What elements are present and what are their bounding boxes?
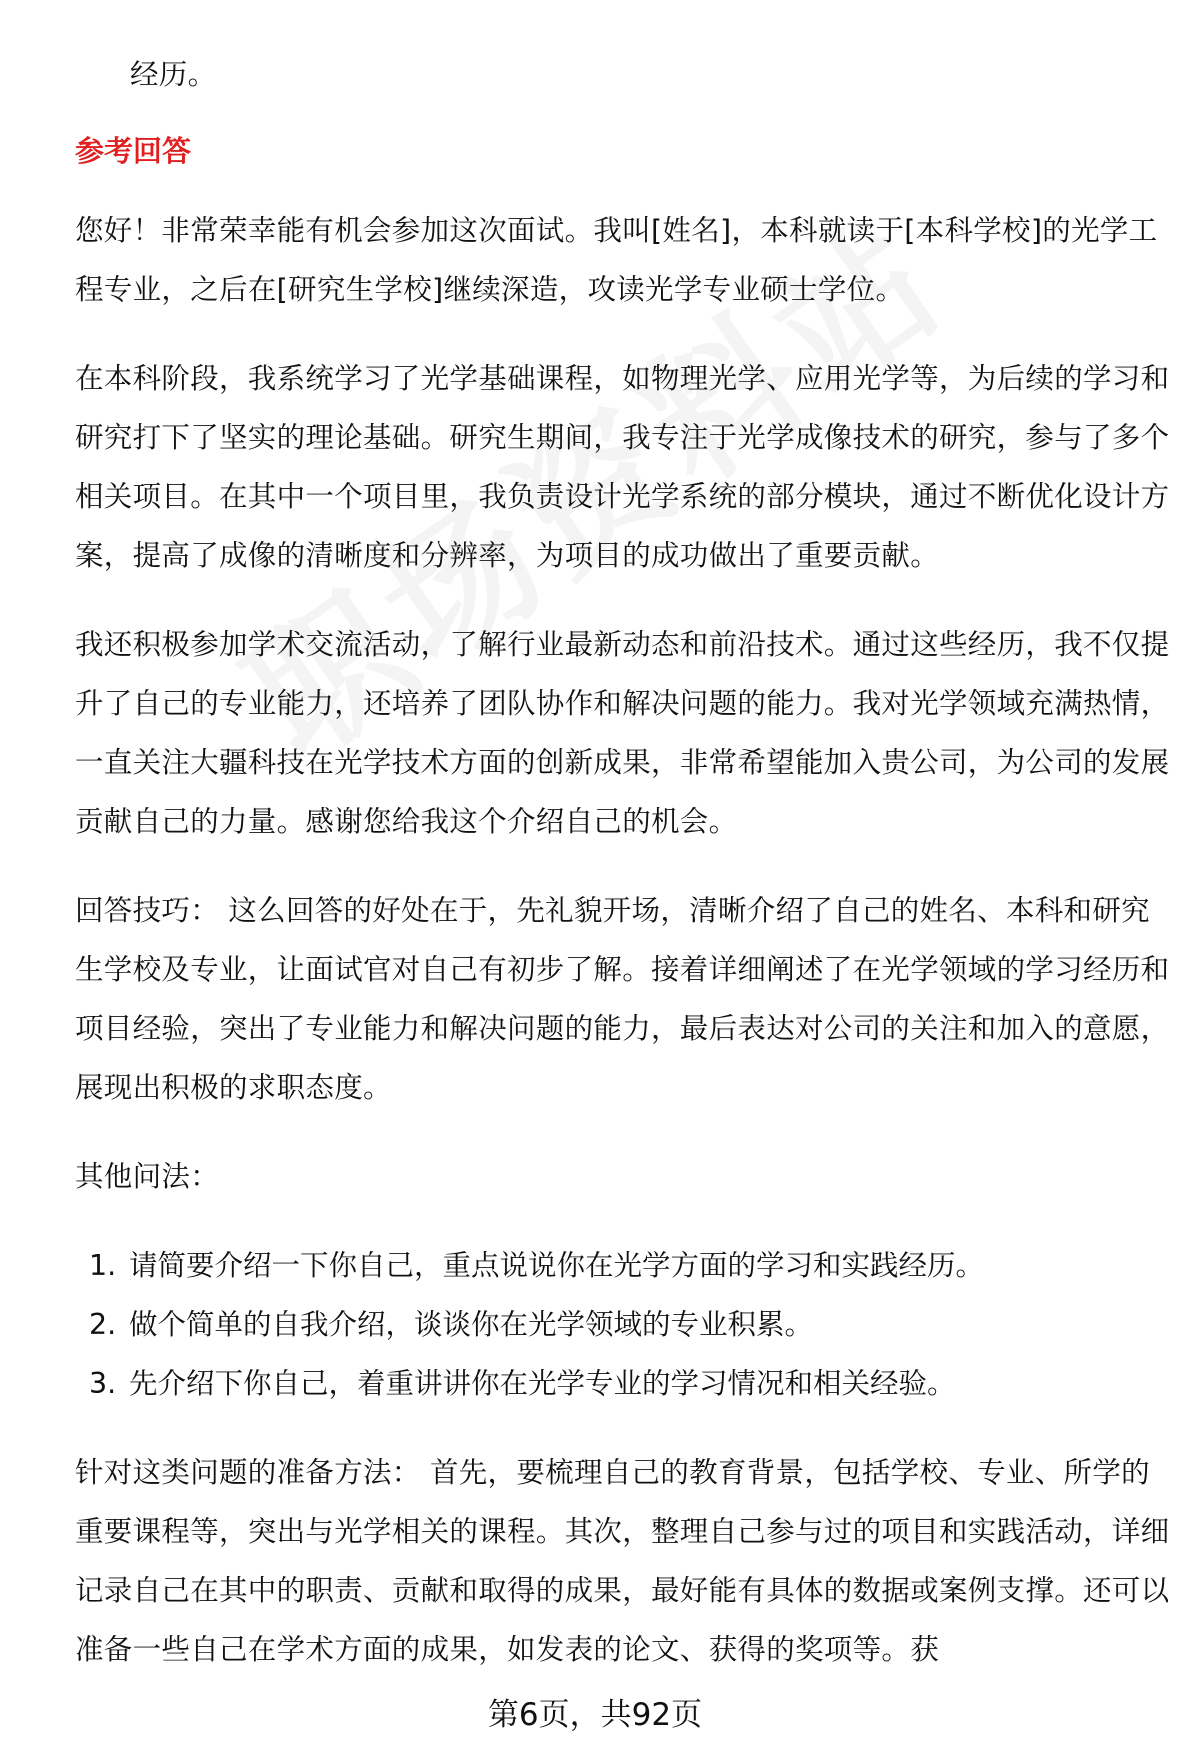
list-item-number: 3. bbox=[89, 1367, 117, 1400]
paragraph-study: 在本科阶段，我系统学习了光学基础课程，如物理光学、应用光学等，为后续的学习和研究打下了坚实的理论基础。研究生期间，我专注于光学成像技术的研究，参与了多个相关项目。在其中一个项目里，我负责设计光学系统的部分模块，通过不断优化设计方案，提高了成像的清晰度和分辨率，为项目的成功做出了重要贡献。 bbox=[75, 362, 1170, 572]
list-item bbox=[75, 1354, 1175, 1413]
top-fragment: 经历。 bbox=[130, 58, 217, 91]
paragraph-intro: 您好！非常荣幸能有机会参加这次面试。我叫[姓名]，本科就读于[本科学校]的光学工程专业，之后在[研究生学校]继续深造，攻读光学专业硕士学位。 bbox=[75, 214, 1158, 306]
paragraph-preparation: 针对这类问题的准备方法： 首先，要梳理自己的教育背景，包括学校、专业、所学的重要课程等，突出与光学相关的课程。其次，整理自己参与过的项目和实践活动，详细记录自己在其中的职责、贡献和取得的成果，最好能有具体的数据或案例支撑。还可以准备一些自己在学术方面的成果，如发表的论文、获得的奖项等。获 bbox=[75, 1456, 1170, 1666]
list-item-text: 做个简单的自我介绍，谈谈你在光学领域的专业积累。 bbox=[129, 1308, 814, 1341]
page-content bbox=[75, 45, 1175, 1679]
section-heading: 参考回答 bbox=[75, 134, 192, 168]
list-item-text: 请简要介绍一下你自己，重点说说你在光学方面的学习和实践经历。 bbox=[129, 1249, 985, 1282]
paragraph-tips: 回答技巧： 这么回答的好处在于，先礼貌开场，清晰介绍了自己的姓名、本科和研究生学校及专业，让面试官对自己有初步了解。接着详细阐述了在光学领域的学习经历和项目经验，突出了专业能力和解决问题的能力，最后表达对公司的关注和加入的意愿，展现出积极的求职态度。 bbox=[75, 894, 1170, 1104]
list-item-number: 1. bbox=[89, 1249, 117, 1282]
other-questions-list bbox=[75, 1236, 1175, 1413]
list-item bbox=[75, 1236, 1175, 1295]
paragraph-other-questions-label: 其他问法： bbox=[75, 1160, 220, 1193]
list-item-text: 先介绍下你自己，着重讲讲你在光学专业的学习情况和相关经验。 bbox=[129, 1367, 956, 1400]
page-footer: 第6页，共92页 bbox=[487, 1697, 703, 1733]
list-item bbox=[75, 1295, 1175, 1354]
list-item-number: 2. bbox=[89, 1308, 117, 1341]
paragraph-activities: 我还积极参加学术交流活动，了解行业最新动态和前沿技术。通过这些经历，我不仅提升了自己的专业能力，还培养了团队协作和解决问题的能力。我对光学领域充满热情，一直关注大疆科技在光学技术方面的创新成果，非常希望能加入贵公司，为公司的发展贡献自己的力量。感谢您给我这个介绍自己的机会。 bbox=[75, 628, 1170, 838]
